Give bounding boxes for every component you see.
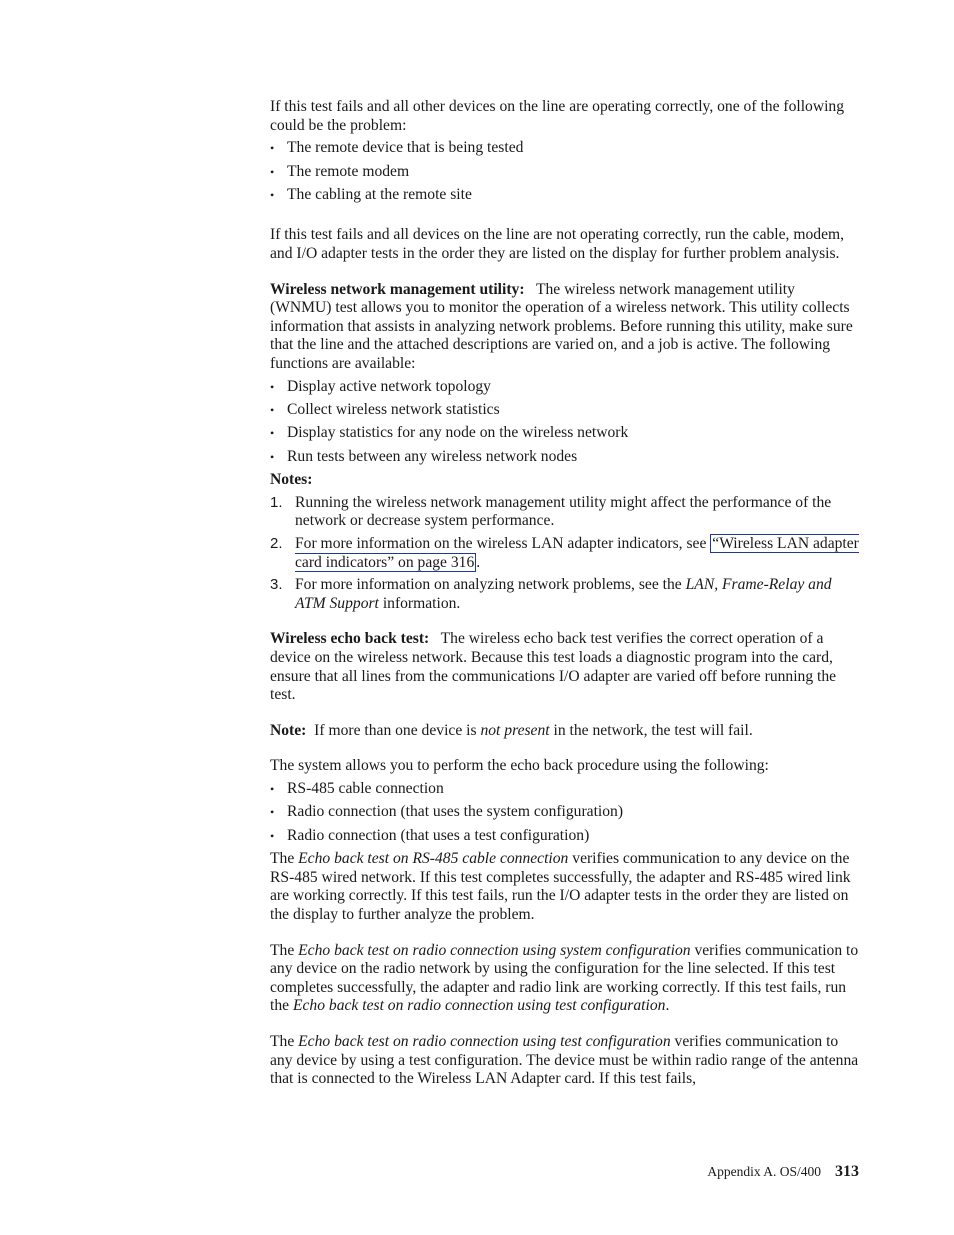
list-item: • Collect wireless network statistics: [270, 401, 860, 420]
procedure-paragraph: The system allows you to perform the echo back procedure using the following:: [270, 757, 769, 775]
problem-list: [270, 139, 860, 204]
notes-list: [270, 494, 860, 614]
wnmu-text: The wireless network management utility (WNMU) test allows you to monitor the operation of a wireless network. This utility collects information that assists in analyzing network problems. Before running this utility, make sure that the line and the attached descriptions are varied on, and a job is active. The following functions are available:: [270, 280, 853, 372]
note-item: 1. Running the wireless network management utility might affect the performance of the network or decrease system performance.: [270, 493, 832, 530]
list-item: • The remote device that is being tested: [270, 139, 860, 158]
note-item: 2. For more information on the wireless LAN adapter indicators, see “Wireless LAN adapter card indicators” on page 316 .: [270, 535, 859, 571]
wnmu-paragraph: [270, 281, 860, 374]
wnmu-heading: Wireless network management utility:: [270, 280, 525, 298]
note-number: 2.: [270, 535, 283, 553]
notes-heading: Notes:: [270, 471, 313, 489]
note-number: 1.: [270, 493, 283, 511]
list-item: • Display active network topology: [270, 378, 860, 397]
note-paragraph: Note: If more than one device is not present in the network, the test will fail.: [270, 721, 753, 739]
note-label: Note:: [270, 721, 307, 739]
test-config-paragraph: The Echo back test on radio connection using test configuration verifies communication to any device by using a test configuration. The device must be within radio range of the antenna that is connected to the Wireless LAN Adapter card. If this test fails,: [270, 1032, 859, 1088]
intro-paragraph: If this test fails and all other devices on the line are operating correctly, one of the following could be the problem:: [270, 98, 845, 134]
page-316-link[interactable]: “Wireless LAN adapter card indicators” on page 316: [295, 535, 859, 571]
note-number: 3.: [270, 576, 283, 594]
list-item: • The remote modem: [270, 163, 860, 182]
analysis-paragraph: If this test fails and all devices on the line are not operating correctly, run the cable, modem, and I/O adapter tests in the order they are listed on the display for further problem analysis.: [270, 226, 845, 262]
functions-list: [270, 378, 860, 467]
list-item: • Run tests between any wireless network nodes: [270, 448, 860, 467]
echo-heading: Wireless echo back test:: [270, 630, 430, 648]
echo-paragraph: Wireless echo back test: The wireless echo back test verifies the correct operation of a device on the wireless network. Because this test loads a diagnostic program into the card, ensure that all lines from the communications I/O adapter are varied off before running the test.: [270, 630, 837, 704]
rs485-paragraph: The Echo back test on RS-485 cable connection verifies communication to any device on the RS-485 wired network. If this test completes successfully, the adapter and RS-485 wired link are working correctly. If this test fails, run the I/O adapter tests in the order they are listed on the display to further analyze the problem.: [270, 850, 851, 923]
section-label: Appendix A. OS/400: [707, 1164, 821, 1179]
page-footer: [707, 1163, 859, 1181]
note-item: 3. For more information on analyzing network problems, see the LAN, Frame-Relay and ATM Support information.: [270, 576, 832, 612]
page-number: 313: [835, 1163, 859, 1180]
list-item: • RS-485 cable connection: [270, 780, 860, 799]
connection-list: [270, 780, 860, 845]
list-item: • Radio connection (that uses the system configuration): [270, 803, 860, 822]
list-item: • Radio connection (that uses a test configuration): [270, 827, 860, 846]
list-item: • The cabling at the remote site: [270, 186, 860, 205]
system-config-paragraph: The Echo back test on radio connection using system configuration verifies communication to any device on the radio network by using the configuration for the line selected. If this test completes successfully, the adapter and radio link are working correctly. If this test fails, run the Echo back test on radio connection using test configuration.: [270, 941, 859, 1015]
list-item: • Display statistics for any node on the wireless network: [270, 424, 860, 443]
publication-title: LAN, Frame-Relay and ATM Support: [295, 576, 832, 612]
page-body: [270, 98, 860, 1089]
